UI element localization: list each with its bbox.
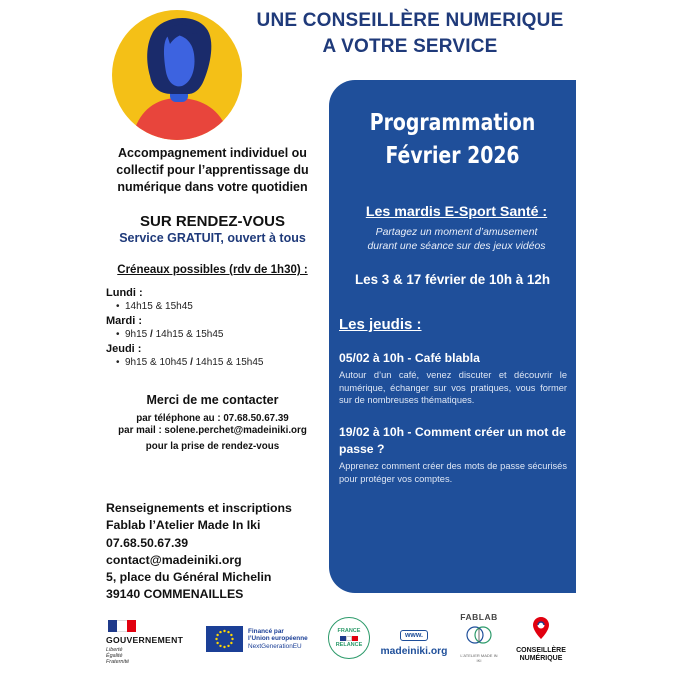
esport-desc-line-1: Partagez un moment d’amusement <box>375 227 538 238</box>
gouv-name: GOUVERNEMENT <box>106 635 184 645</box>
schedule-day-lundi: Lundi : <box>106 287 143 299</box>
intro-line-2: collectif pour l’apprentissage du <box>116 163 309 177</box>
relance-flag-icon <box>336 636 363 641</box>
www-icon: www. <box>400 630 428 641</box>
gouvernement-logo <box>106 620 198 665</box>
bullet-icon: • <box>116 329 120 340</box>
intro-line-3: numérique dans votre quotidien <box>117 180 308 194</box>
schedule-slots-mardi <box>116 329 223 340</box>
program-title <box>351 107 554 173</box>
slot-text-a: 9h15 & 10h45 <box>125 357 188 368</box>
schedule-slots-lundi <box>116 301 193 312</box>
fablab-title: FABLAB <box>460 612 498 622</box>
eu-line-1: Financé par <box>248 627 284 635</box>
bullet-icon: • <box>116 357 120 368</box>
motto-line: Liberté <box>106 647 123 653</box>
contact-rdv: pour la prise de rendez-vous <box>145 441 280 452</box>
contact-mail: par mail : solene.perchet@madeiniki.org <box>118 425 307 436</box>
slot-separator: / <box>150 329 153 340</box>
intro-text <box>95 145 330 196</box>
cn-text <box>506 647 576 663</box>
info-line-6: 39140 COMMENAILLES <box>106 587 244 602</box>
france-relance-logo <box>328 617 370 659</box>
cn-line-1: CONSEILLÈRE <box>516 647 566 654</box>
info-line-4: contact@madeiniki.org <box>106 552 242 567</box>
slot-text-a: 9h15 <box>125 329 148 340</box>
fablab-subtitle: L'ATELIER MADE IN IKI <box>460 653 498 663</box>
eu-flag-icon <box>206 626 243 652</box>
location-pin-icon <box>532 616 550 640</box>
program-panel <box>329 80 576 593</box>
cn-line-2: NUMÉRIQUE <box>519 655 563 662</box>
program-title-line-2: Février 2026 <box>385 143 520 169</box>
info-line-3: 07.68.50.67.39 <box>106 535 189 550</box>
person-icon <box>112 10 242 140</box>
bullet-icon: • <box>116 301 120 312</box>
info-line-2: Fablab l’Atelier Made In Iki <box>106 518 261 533</box>
event-description: Apprenez comment créer des mots de passe sécurisés pour protéger vos comptes. <box>339 461 567 484</box>
rdv-subtitle: Service GRATUIT, ouvert à tous <box>119 231 306 245</box>
slot-text-b: 14h15 & 15h45 <box>155 329 224 340</box>
title-line-2: A VOTRE SERVICE <box>322 36 498 57</box>
slot-text-b: 14h15 & 15h45 <box>195 357 264 368</box>
eu-line-3: NextGenerationEU <box>248 642 302 650</box>
contact-phone: par téléphone au : 07.68.50.67.39 <box>136 413 289 424</box>
info-line-1: Renseignements et inscriptions <box>106 501 292 515</box>
title-line-1: UNE CONSEILLÈRE NUMERIQUE <box>256 10 564 31</box>
motto-line: Égalité <box>106 653 123 659</box>
eu-logo <box>206 626 321 652</box>
schedule-slots-jeudi <box>116 357 263 368</box>
event-description: Autour d’un café, venez discuter et découvrir le numérique, échanger sur vos pratiques, vous former sur de nombreuses thématiques. <box>339 370 567 405</box>
intro-line-1: Accompagnement individuel ou <box>118 146 307 160</box>
contact-heading: Merci de me contacter <box>146 393 279 407</box>
creneaux-title: Créneaux possibles (rdv de 1h30) : <box>117 264 308 276</box>
madeiniki-link[interactable]: madeiniki.org <box>380 646 448 657</box>
eu-text <box>248 628 308 651</box>
france-relance-text <box>336 628 363 649</box>
info-line-5: 5, place du Général Michelin <box>106 570 272 585</box>
gouv-motto <box>106 647 198 665</box>
info-block <box>106 500 292 604</box>
slot-text: 14h15 & 15h45 <box>125 301 193 312</box>
schedule-day-mardi: Mardi : <box>106 315 143 327</box>
madeiniki-logo[interactable] <box>380 624 448 657</box>
rdv-title: SUR RENDEZ-VOUS <box>139 213 285 230</box>
avatar-illustration <box>112 10 242 140</box>
motto-line: Fraternité <box>106 659 130 665</box>
fablab-brain-icon <box>465 622 493 648</box>
event-title: 19/02 à 10h - Comment créer un mot de passe ? <box>339 425 566 456</box>
french-flag-icon <box>108 620 136 632</box>
event-title: 05/02 à 10h - Café blabla <box>339 351 480 365</box>
relance-line-2: RELANCE <box>335 641 363 648</box>
jeudis-heading: Les jeudis : <box>339 316 422 333</box>
eu-line-2: l’Union européenne <box>248 635 308 643</box>
program-title-line-1: Programmation <box>369 110 536 136</box>
fablab-logo <box>458 612 500 663</box>
schedule-day-jeudi: Jeudi : <box>106 343 142 355</box>
esport-dates: Les 3 & 17 février de 10h à 12h <box>354 272 550 287</box>
slot-separator: / <box>190 357 193 368</box>
page-title <box>200 8 620 60</box>
conseillere-numerique-logo <box>506 616 576 663</box>
relance-line-1: FRANCE <box>337 627 361 634</box>
esport-desc-line-2: durant une séance sur des jeux vidéos <box>367 241 546 252</box>
esport-description <box>339 226 574 254</box>
esport-heading: Les mardis E-Sport Santé : <box>365 204 548 220</box>
